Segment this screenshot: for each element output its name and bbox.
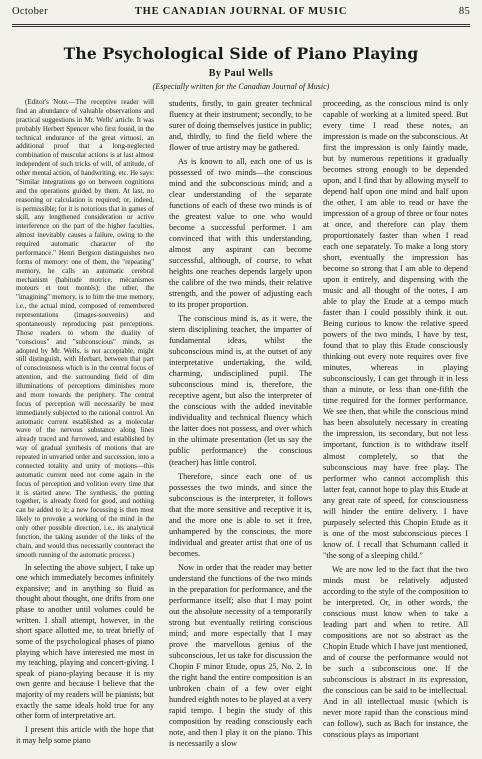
- paragraph: We are now led to the fact that the two minds must be relatively adjusted according to the style of the composition to be interpreted. Or, in other words, the conscious must know when to take a leading part and when to retire. All compositions are not so abstract as the Chopin Etude which I have just mentioned, and of course the performance would not be such a subconscious one. If the subconscious is abstract in its expression, the conscious can be said to be intellectual. And in all intellectual music (which is never more rapid than the conscious mind can follow), such as Bach for instance, the conscious plays as important: [323, 564, 468, 739]
- column-2: [169, 98, 312, 752]
- paragraph: Now in order that the reader may better understand the functions of the two minds in the preparation for performance, and the performance itself; also that I may point out the absolute necessity of a temporarily strong but eventually retiring conscious mind; and more especially that I may prove the marvellous genius of the subconscious, let us take for discussion the Chopin F minor Etude, opus 25, No. 2. In the right hand the entire composition is an unbroken chain of a few over eight hundred eighth notes to be played at a very rapid tempo. I begin the study of this composition by reading consciously each note, and then I play it on the piano. This is necessarily a slow: [169, 562, 312, 748]
- column-1: [16, 98, 154, 749]
- running-header: [12, 6, 470, 22]
- article-title: The Psychological Side of Piano Playing: [63, 44, 419, 63]
- paragraph: proceeding, as the conscious mind is only capable of working at a limited speed. But every time I read these notes, an impression is made on the subconscious. At first the impression is only faintly made, but by numerous repetitions it gradually becomes strong enough to be depended upon, and I find that by allowing myself to depend half upon one mind and half upon the other, I am able to read or have the impression of a group of three or four notes at once, and therefore can play them proportionately faster than when I read each one separately. To make a long story short, eventually the impression has become so strong that I am able to depend upon it entirely, and dispensing with the music and all thought of the notes, I am able to play the Etude at a tempo much faster than I could possibly think it out. Being curious to know the relative speed powers of the two minds, I have by test, found that to play this Etude consciously thinking out every note requires over five minutes, whereas in playing subconsciously, I can get through it in less than a minute, or less than one-fifth the time required for the former performance. We see then, that while the conscious mind has been absolutely necessary in creating the impression, its secondary, but not less important, function is to withdraw itself almost completely, so that the subconscious may have free play. The performer who cannot accomplish this latter feat, cannot hope to play this Etude at any great rate of speed, for consciousness will hinder the entire delivery. I have purposely selected this Chopin Etude as it is one of the most subconscious pieces I know of. I recall that Schumann called it "the song of a sleeping child.": [323, 99, 468, 560]
- column-3: [323, 98, 468, 743]
- header-page-number: 85: [458, 6, 470, 17]
- paragraph: Therefore, since each one of us possesses the two minds, and since the subconscious is the interpreter, it follows that the more sensitive and receptive it is, and the more one is able to set it free, unhampered by the conscious, the more individual and greater artist that one of us becomes.: [169, 471, 312, 558]
- header-rule-thin: [12, 26, 470, 27]
- header-rule: [12, 24, 470, 25]
- editors-note: (Editor's Note.—The receptive reader will find an abundance of valuable observations and practical suggestions in Mr. Wells' article. It was probably Herbert Spencer who first found, in the technical endurance of the great virtuosi, an additional proof that a long-neglected combination of muscular actions is at last almost independent of such tricks of will, of attitude, of other mental action, of handwriting, etc. He says: "Similar integrations go on between cognitions and the operations guided by them. At last, no reasoning or calculation is required; or, indeed, is permissible; for it is notorious that in games of skill, any lengthened consideration or active interference on the part of the higher faculties, almost inevitably causes a failure, owing to the required automatic character of the performance." Henri Bergson distinguishes two forms of memory: one of them, the "repeating" memory, he calls an automatic cerebral mechanism (habitude motrice, mécanismes moteurs et tout montés); the other, the "imagining" memory, is to him the true memory, i.e., the actual mind, composed of remembered representations (images-souvenirs) and spontaneously reproducing past perceptions. Those readers to whom the duality of "conscious" and "subconscious" minds, as adopted by Mr. Wells, is not acceptable, might still distinguish, with Herbart, between that part of consciousness which is in the central focus of attention, and the surrounding field of dim illuminations of perceptions diminishes more and more towards the periphery. The central focus of perception will necessarily be most immediately subjected to the rational control. An automatic current established as a molecular wave of the nervous substance along lines already traced and furrowed, and established by way of gradual synthesis of motions that are repeated in unvaried order and succession, into a connected totality and unity of motions—this automatic current need not come again in the focus of perception and volition every time that it is started anew. The synthesis, the putting together, is already fixed for good, and nothing can be added to it; a new focussing is then most likely to provoke a working of the mind in the only other possible direction, i.e., its analytical function, the taking asunder of the links of the chain, and would thus necessarily counteract the smooth running of the automatic process.): [16, 98, 155, 559]
- article-byline: By Paul Wells: [208, 68, 274, 79]
- paragraph: The conscious mind is, as it were, the stern disciplining teacher, the imparter of fundamental ideas, whilst the subconscious mind is, at the outset of any interpretative undertaking, the wild, charming, undisciplined pupil. The subconscious mind is, therefore, the receptive agent, but also the interpreter of the conscious with the added inevitable individuality and technical fluency which the latter does not possess, and over which in the ultimate presentation (let us say the public performance) the conscious (teacher) has little control.: [169, 314, 312, 467]
- header-month: October: [12, 6, 48, 17]
- paragraph: In selecting the above subject, I take up one which immediately becomes infinitely expansive; and in anything so fluid as thought about thought, one drifts from one phase to another until volumes could be written. I shall attempt, however, in the short space allotted me, to treat briefly of some of the psychological phases of piano playing which have interested me most in my teaching, playing and concert-giving. I speak of piano-playing because it is my own genre and because I believe that the majority of my readers will be pianists; but exactly the same ideals hold true for any other form of interpretative art.: [16, 562, 154, 721]
- paragraph: I present this article with the hope that it may help some piano: [16, 724, 154, 745]
- paragraph: As is known to all, each one of us is possessed of two minds—the conscious mind and the subconscious mind; and a clear understanding of the separate functions of each of these two minds is of the greatest value to one who would become a successful performer. I am convinced that with this understanding, almost any aspirant can become successful, although, of course, to what heights one reaches depends largely upon the calibre of the two minds, their relative strength, and the power of adjusting each to its proper proportion.: [169, 157, 312, 310]
- paragraph: students, firstly, to gain greater technical fluency at their instrument; secondly, to be surer of doing themselves justice in public; and, thirdly, to find the field where the flower of true artistry may be gathered.: [169, 99, 312, 153]
- article-subtitle: (Especially written for the Canadian Journal of Music): [152, 82, 330, 91]
- header-journal-name: THE CANADIAN JOURNAL OF MUSIC: [134, 6, 348, 17]
